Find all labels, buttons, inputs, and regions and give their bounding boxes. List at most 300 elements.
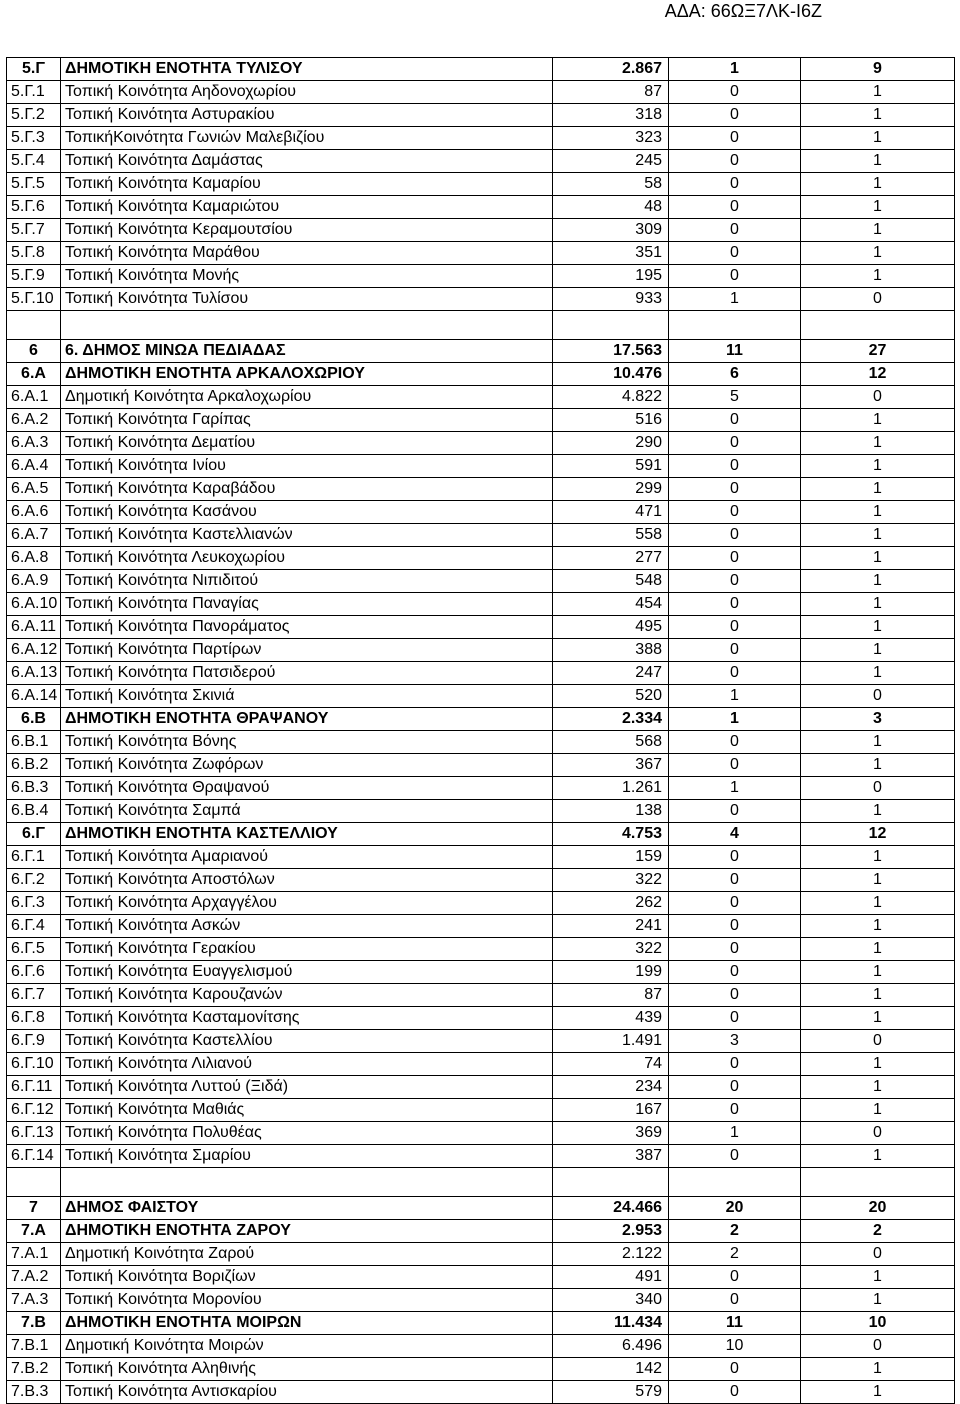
count-2-cell: 0 (801, 386, 955, 409)
table-row (7, 731, 955, 754)
count-1-cell: 0 (669, 846, 801, 869)
code-cell: 5.Γ.4 (7, 150, 61, 173)
table-row (7, 892, 955, 915)
count-1-cell: 1 (669, 58, 801, 81)
population-cell: 241 (553, 915, 669, 938)
population-cell: 234 (553, 1076, 669, 1099)
table-row (7, 81, 955, 104)
population-cell: 388 (553, 639, 669, 662)
code-cell: 6.Α.13 (7, 662, 61, 685)
population-cell: 548 (553, 570, 669, 593)
population-cell: 322 (553, 869, 669, 892)
code-cell: 6.Γ.12 (7, 1099, 61, 1122)
count-1-cell: 11 (669, 340, 801, 363)
code-cell: 6.Β.1 (7, 731, 61, 754)
population-cell: 17.563 (553, 340, 669, 363)
spacer-row (7, 1168, 955, 1197)
name-cell: Τοπική Κοινότητα Γαρίπας (61, 409, 553, 432)
name-cell: Τοπική Κοινότητα Τυλίσου (61, 288, 553, 311)
count-1-cell: 1 (669, 777, 801, 800)
spacer-cell (61, 1168, 553, 1197)
population-cell: 351 (553, 242, 669, 265)
table-row (7, 219, 955, 242)
count-2-cell: 1 (801, 1007, 955, 1030)
code-cell: 6.Α.8 (7, 547, 61, 570)
name-cell: ΔΗΜΟΤΙΚΗ ΕΝΟΤΗΤΑ ΜΟΙΡΩΝ (61, 1312, 553, 1335)
table-row (7, 1030, 955, 1053)
population-cell: 195 (553, 265, 669, 288)
name-cell: Τοπική Κοινότητα Καστελλιανών (61, 524, 553, 547)
count-2-cell: 0 (801, 685, 955, 708)
code-cell: 6.Γ.2 (7, 869, 61, 892)
count-1-cell: 0 (669, 593, 801, 616)
population-cell: 387 (553, 1145, 669, 1168)
count-1-cell: 0 (669, 81, 801, 104)
count-1-cell: 0 (669, 800, 801, 823)
count-1-cell: 2 (669, 1243, 801, 1266)
table-row (7, 938, 955, 961)
count-1-cell: 0 (669, 1381, 801, 1404)
name-cell: Τοπική Κοινότητα Ασκών (61, 915, 553, 938)
count-2-cell: 1 (801, 754, 955, 777)
table-row (7, 1243, 955, 1266)
code-cell: 5.Γ.7 (7, 219, 61, 242)
count-2-cell: 1 (801, 1358, 955, 1381)
count-2-cell: 1 (801, 915, 955, 938)
count-1-cell: 0 (669, 432, 801, 455)
count-2-cell: 9 (801, 58, 955, 81)
table-row (7, 1007, 955, 1030)
table-row (7, 1122, 955, 1145)
code-cell: 6.Α.12 (7, 639, 61, 662)
municipalities-table (6, 57, 955, 1404)
count-1-cell: 0 (669, 242, 801, 265)
code-cell: 6.Α.9 (7, 570, 61, 593)
table-row (7, 1358, 955, 1381)
count-1-cell: 0 (669, 984, 801, 1007)
count-2-cell: 0 (801, 1122, 955, 1145)
code-cell: 5.Γ.3 (7, 127, 61, 150)
table-row (7, 150, 955, 173)
population-cell: 579 (553, 1381, 669, 1404)
count-1-cell: 11 (669, 1312, 801, 1335)
count-1-cell: 0 (669, 265, 801, 288)
spacer-cell (553, 1168, 669, 1197)
count-2-cell: 1 (801, 616, 955, 639)
table-row (7, 984, 955, 1007)
count-2-cell: 1 (801, 1099, 955, 1122)
name-cell: ΤοπικήΚοινότητα Γωνιών Μαλεβιζίου (61, 127, 553, 150)
count-1-cell: 0 (669, 127, 801, 150)
population-cell: 558 (553, 524, 669, 547)
name-cell: Τοπική Κοινότητα Καστελλίου (61, 1030, 553, 1053)
table-row (7, 1053, 955, 1076)
count-2-cell: 1 (801, 593, 955, 616)
count-1-cell: 20 (669, 1197, 801, 1220)
table-row (7, 547, 955, 570)
population-cell: 6.496 (553, 1335, 669, 1358)
count-1-cell: 0 (669, 1007, 801, 1030)
count-2-cell: 1 (801, 455, 955, 478)
table-row (7, 242, 955, 265)
population-cell: 10.476 (553, 363, 669, 386)
table-row (7, 501, 955, 524)
count-2-cell: 10 (801, 1312, 955, 1335)
name-cell: Τοπική Κοινότητα Σμαρίου (61, 1145, 553, 1168)
population-cell: 58 (553, 173, 669, 196)
table-row (7, 961, 955, 984)
count-1-cell: 0 (669, 938, 801, 961)
code-cell: 7.Α.3 (7, 1289, 61, 1312)
name-cell: Τοπική Κοινότητα Αμαριανού (61, 846, 553, 869)
code-cell: 6.Γ.6 (7, 961, 61, 984)
population-cell: 299 (553, 478, 669, 501)
table-row (7, 127, 955, 150)
count-2-cell: 1 (801, 478, 955, 501)
count-1-cell: 1 (669, 708, 801, 731)
count-2-cell: 1 (801, 81, 955, 104)
code-cell: 5.Γ.6 (7, 196, 61, 219)
name-cell: Τοπική Κοινότητα Καμαριώτου (61, 196, 553, 219)
population-cell: 247 (553, 662, 669, 685)
table-row (7, 1289, 955, 1312)
code-cell: 7.Β.2 (7, 1358, 61, 1381)
population-cell: 323 (553, 127, 669, 150)
section-header-row (7, 1197, 955, 1220)
count-2-cell: 1 (801, 265, 955, 288)
count-2-cell: 0 (801, 1030, 955, 1053)
population-cell: 74 (553, 1053, 669, 1076)
count-2-cell: 0 (801, 777, 955, 800)
name-cell: Τοπική Κοινότητα Μορονίου (61, 1289, 553, 1312)
count-2-cell: 12 (801, 823, 955, 846)
population-cell: 495 (553, 616, 669, 639)
count-1-cell: 0 (669, 524, 801, 547)
code-cell: 5.Γ (7, 58, 61, 81)
count-1-cell: 0 (669, 869, 801, 892)
count-1-cell: 0 (669, 1076, 801, 1099)
spacer-cell (61, 311, 553, 340)
name-cell: Τοπική Κοινότητα Ζωφόρων (61, 754, 553, 777)
code-cell: 6.Γ.10 (7, 1053, 61, 1076)
population-cell: 491 (553, 1266, 669, 1289)
table-row (7, 593, 955, 616)
spacer-cell (669, 1168, 801, 1197)
count-2-cell: 12 (801, 363, 955, 386)
population-cell: 516 (553, 409, 669, 432)
population-cell: 1.261 (553, 777, 669, 800)
count-1-cell: 0 (669, 639, 801, 662)
table-row (7, 432, 955, 455)
code-cell: 5.Γ.10 (7, 288, 61, 311)
code-cell: 6.Β (7, 708, 61, 731)
table-body (7, 58, 955, 1404)
table-row (7, 288, 955, 311)
code-cell: 7 (7, 1197, 61, 1220)
count-2-cell: 1 (801, 242, 955, 265)
name-cell: Τοπική Κοινότητα Θραψανού (61, 777, 553, 800)
section-header-row (7, 708, 955, 731)
count-2-cell: 1 (801, 1289, 955, 1312)
table-row (7, 570, 955, 593)
name-cell: Τοπική Κοινότητα Σαμπά (61, 800, 553, 823)
code-cell: 6.Α.11 (7, 616, 61, 639)
name-cell: ΔΗΜΟΤΙΚΗ ΕΝΟΤΗΤΑ ΑΡΚΑΛΟΧΩΡΙΟΥ (61, 363, 553, 386)
name-cell: Τοπική Κοινότητα Λιλιανού (61, 1053, 553, 1076)
table-row (7, 478, 955, 501)
spacer-cell (669, 311, 801, 340)
name-cell: Τοπική Κοινότητα Μονής (61, 265, 553, 288)
population-cell: 245 (553, 150, 669, 173)
population-cell: 439 (553, 1007, 669, 1030)
count-2-cell: 0 (801, 288, 955, 311)
table-row (7, 777, 955, 800)
population-cell: 568 (553, 731, 669, 754)
name-cell: Τοπική Κοινότητα Μαθιάς (61, 1099, 553, 1122)
count-2-cell: 1 (801, 869, 955, 892)
population-cell: 87 (553, 81, 669, 104)
count-1-cell: 0 (669, 478, 801, 501)
count-2-cell: 1 (801, 800, 955, 823)
name-cell: ΔΗΜΟΣ ΦΑΙΣΤΟΥ (61, 1197, 553, 1220)
name-cell: Τοπική Κοινότητα Σκινιά (61, 685, 553, 708)
count-1-cell: 10 (669, 1335, 801, 1358)
table-row (7, 869, 955, 892)
count-1-cell: 0 (669, 1053, 801, 1076)
population-cell: 142 (553, 1358, 669, 1381)
population-cell: 2.867 (553, 58, 669, 81)
count-2-cell: 1 (801, 409, 955, 432)
table-row (7, 1335, 955, 1358)
table-row (7, 524, 955, 547)
table-row (7, 846, 955, 869)
code-cell: 6.Α.2 (7, 409, 61, 432)
count-2-cell: 1 (801, 219, 955, 242)
table-row (7, 662, 955, 685)
code-cell: 6.Γ.1 (7, 846, 61, 869)
count-2-cell: 1 (801, 1053, 955, 1076)
code-cell: 6.Γ (7, 823, 61, 846)
population-cell: 520 (553, 685, 669, 708)
population-cell: 167 (553, 1099, 669, 1122)
count-2-cell: 1 (801, 127, 955, 150)
name-cell: Τοπική Κοινότητα Καμαρίου (61, 173, 553, 196)
spacer-row (7, 311, 955, 340)
section-header-row (7, 340, 955, 363)
count-2-cell: 1 (801, 961, 955, 984)
count-1-cell: 0 (669, 961, 801, 984)
count-2-cell: 1 (801, 547, 955, 570)
population-cell: 2.334 (553, 708, 669, 731)
code-cell: 6.Γ.5 (7, 938, 61, 961)
population-cell: 309 (553, 219, 669, 242)
spacer-cell (801, 311, 955, 340)
count-1-cell: 0 (669, 616, 801, 639)
name-cell: Τοπική Κοινότητα Αρχαγγέλου (61, 892, 553, 915)
code-cell: 7.Β.1 (7, 1335, 61, 1358)
code-cell: 6.Β.2 (7, 754, 61, 777)
count-2-cell: 1 (801, 1145, 955, 1168)
count-1-cell: 0 (669, 892, 801, 915)
name-cell: Τοπική Κοινότητα Αντισκαρίου (61, 1381, 553, 1404)
count-1-cell: 0 (669, 1145, 801, 1168)
section-header-row (7, 1220, 955, 1243)
name-cell: Τοπική Κοινότητα Αηδονοχωρίου (61, 81, 553, 104)
spacer-cell (553, 311, 669, 340)
table-row (7, 1266, 955, 1289)
municipalities-table-container (6, 57, 954, 1404)
count-2-cell: 1 (801, 938, 955, 961)
count-2-cell: 1 (801, 196, 955, 219)
count-2-cell: 1 (801, 639, 955, 662)
population-cell: 277 (553, 547, 669, 570)
count-1-cell: 0 (669, 104, 801, 127)
count-2-cell: 1 (801, 104, 955, 127)
count-2-cell: 1 (801, 432, 955, 455)
name-cell: Τοπική Κοινότητα Γερακίου (61, 938, 553, 961)
count-2-cell: 1 (801, 731, 955, 754)
name-cell: Δημοτική Κοινότητα Αρκαλοχωρίου (61, 386, 553, 409)
count-1-cell: 1 (669, 1122, 801, 1145)
count-2-cell: 1 (801, 150, 955, 173)
count-2-cell: 2 (801, 1220, 955, 1243)
name-cell: Τοπική Κοινότητα Κασάνου (61, 501, 553, 524)
code-cell: 6.Α.14 (7, 685, 61, 708)
count-1-cell: 0 (669, 731, 801, 754)
count-2-cell: 1 (801, 501, 955, 524)
name-cell: Τοπική Κοινότητα Μαράθου (61, 242, 553, 265)
table-row (7, 915, 955, 938)
population-cell: 4.753 (553, 823, 669, 846)
count-1-cell: 0 (669, 1289, 801, 1312)
count-1-cell: 4 (669, 823, 801, 846)
name-cell: Τοπική Κοινότητα Βοριζίων (61, 1266, 553, 1289)
name-cell: Τοπική Κοινότητα Βόνης (61, 731, 553, 754)
section-header-row (7, 1312, 955, 1335)
population-cell: 322 (553, 938, 669, 961)
table-row (7, 196, 955, 219)
name-cell: Τοπική Κοινότητα Λυττού (Ξιδά) (61, 1076, 553, 1099)
code-cell: 7.Β (7, 1312, 61, 1335)
section-header-row (7, 823, 955, 846)
name-cell: Τοπική Κοινότητα Δεματίου (61, 432, 553, 455)
population-cell: 262 (553, 892, 669, 915)
name-cell: Τοπική Κοινότητα Πολυθέας (61, 1122, 553, 1145)
table-row (7, 386, 955, 409)
count-2-cell: 1 (801, 1266, 955, 1289)
count-2-cell: 1 (801, 524, 955, 547)
count-2-cell: 1 (801, 892, 955, 915)
code-cell: 7.Α.1 (7, 1243, 61, 1266)
table-row (7, 639, 955, 662)
code-cell: 6.Α.3 (7, 432, 61, 455)
code-cell: 5.Γ.9 (7, 265, 61, 288)
population-cell: 591 (553, 455, 669, 478)
population-cell: 2.122 (553, 1243, 669, 1266)
population-cell: 2.953 (553, 1220, 669, 1243)
section-header-row (7, 363, 955, 386)
population-cell: 11.434 (553, 1312, 669, 1335)
count-1-cell: 0 (669, 1266, 801, 1289)
name-cell: Δημοτική Κοινότητα Ζαρού (61, 1243, 553, 1266)
population-cell: 340 (553, 1289, 669, 1312)
name-cell: Τοπική Κοινότητα Πανοράματος (61, 616, 553, 639)
count-1-cell: 2 (669, 1220, 801, 1243)
spacer-cell (7, 311, 61, 340)
table-row (7, 616, 955, 639)
count-1-cell: 5 (669, 386, 801, 409)
population-cell: 933 (553, 288, 669, 311)
table-row (7, 409, 955, 432)
count-2-cell: 27 (801, 340, 955, 363)
table-row (7, 173, 955, 196)
ada-code: ΑΔΑ: 66ΩΞ7ΛΚ-Ι6Ζ (664, 1, 822, 21)
count-2-cell: 1 (801, 570, 955, 593)
name-cell: Τοπική Κοινότητα Δαμάστας (61, 150, 553, 173)
name-cell: Τοπική Κοινότητα Πατσιδερού (61, 662, 553, 685)
population-cell: 199 (553, 961, 669, 984)
table-row (7, 1076, 955, 1099)
name-cell: Τοπική Κοινότητα Κεραμουτσίου (61, 219, 553, 242)
code-cell: 5.Γ.2 (7, 104, 61, 127)
table-row (7, 685, 955, 708)
table-row (7, 754, 955, 777)
count-2-cell: 1 (801, 1381, 955, 1404)
population-cell: 4.822 (553, 386, 669, 409)
count-2-cell: 20 (801, 1197, 955, 1220)
population-cell: 318 (553, 104, 669, 127)
table-row (7, 1099, 955, 1122)
code-cell: 6.Γ.8 (7, 1007, 61, 1030)
count-2-cell: 3 (801, 708, 955, 731)
name-cell: Τοπική Κοινότητα Αστυρακίου (61, 104, 553, 127)
section-header-row (7, 58, 955, 81)
name-cell: Τοπική Κοινότητα Καρουζανών (61, 984, 553, 1007)
name-cell: ΔΗΜΟΤΙΚΗ ΕΝΟΤΗΤΑ ΚΑΣΤΕΛΛΙΟΥ (61, 823, 553, 846)
name-cell: Τοπική Κοινότητα Λευκοχωρίου (61, 547, 553, 570)
code-cell: 6.Β.4 (7, 800, 61, 823)
code-cell: 6.Α.5 (7, 478, 61, 501)
population-cell: 24.466 (553, 1197, 669, 1220)
name-cell: ΔΗΜΟΤΙΚΗ ΕΝΟΤΗΤΑ ΘΡΑΨΑΝΟΥ (61, 708, 553, 731)
population-cell: 159 (553, 846, 669, 869)
code-cell: 6.Γ.11 (7, 1076, 61, 1099)
name-cell: Τοπική Κοινότητα Παναγίας (61, 593, 553, 616)
count-1-cell: 0 (669, 173, 801, 196)
table-row (7, 104, 955, 127)
population-cell: 138 (553, 800, 669, 823)
count-1-cell: 0 (669, 196, 801, 219)
name-cell: Τοπική Κοινότητα Κασταμονίτσης (61, 1007, 553, 1030)
table-row (7, 1145, 955, 1168)
count-2-cell: 1 (801, 846, 955, 869)
count-1-cell: 6 (669, 363, 801, 386)
name-cell: Δημοτική Κοινότητα Μοιρών (61, 1335, 553, 1358)
name-cell: Τοπική Κοινότητα Ευαγγελισμού (61, 961, 553, 984)
population-cell: 290 (553, 432, 669, 455)
population-cell: 367 (553, 754, 669, 777)
name-cell: ΔΗΜΟΤΙΚΗ ΕΝΟΤΗΤΑ ΤΥΛΙΣΟΥ (61, 58, 553, 81)
count-1-cell: 0 (669, 915, 801, 938)
count-1-cell: 0 (669, 455, 801, 478)
code-cell: 7.Β.3 (7, 1381, 61, 1404)
code-cell: 5.Γ.1 (7, 81, 61, 104)
code-cell: 6.Γ.14 (7, 1145, 61, 1168)
code-cell: 6.Α (7, 363, 61, 386)
code-cell: 6.Α.10 (7, 593, 61, 616)
name-cell: Τοπική Κοινότητα Αποστόλων (61, 869, 553, 892)
name-cell: Τοπική Κοινότητα Παρτίρων (61, 639, 553, 662)
